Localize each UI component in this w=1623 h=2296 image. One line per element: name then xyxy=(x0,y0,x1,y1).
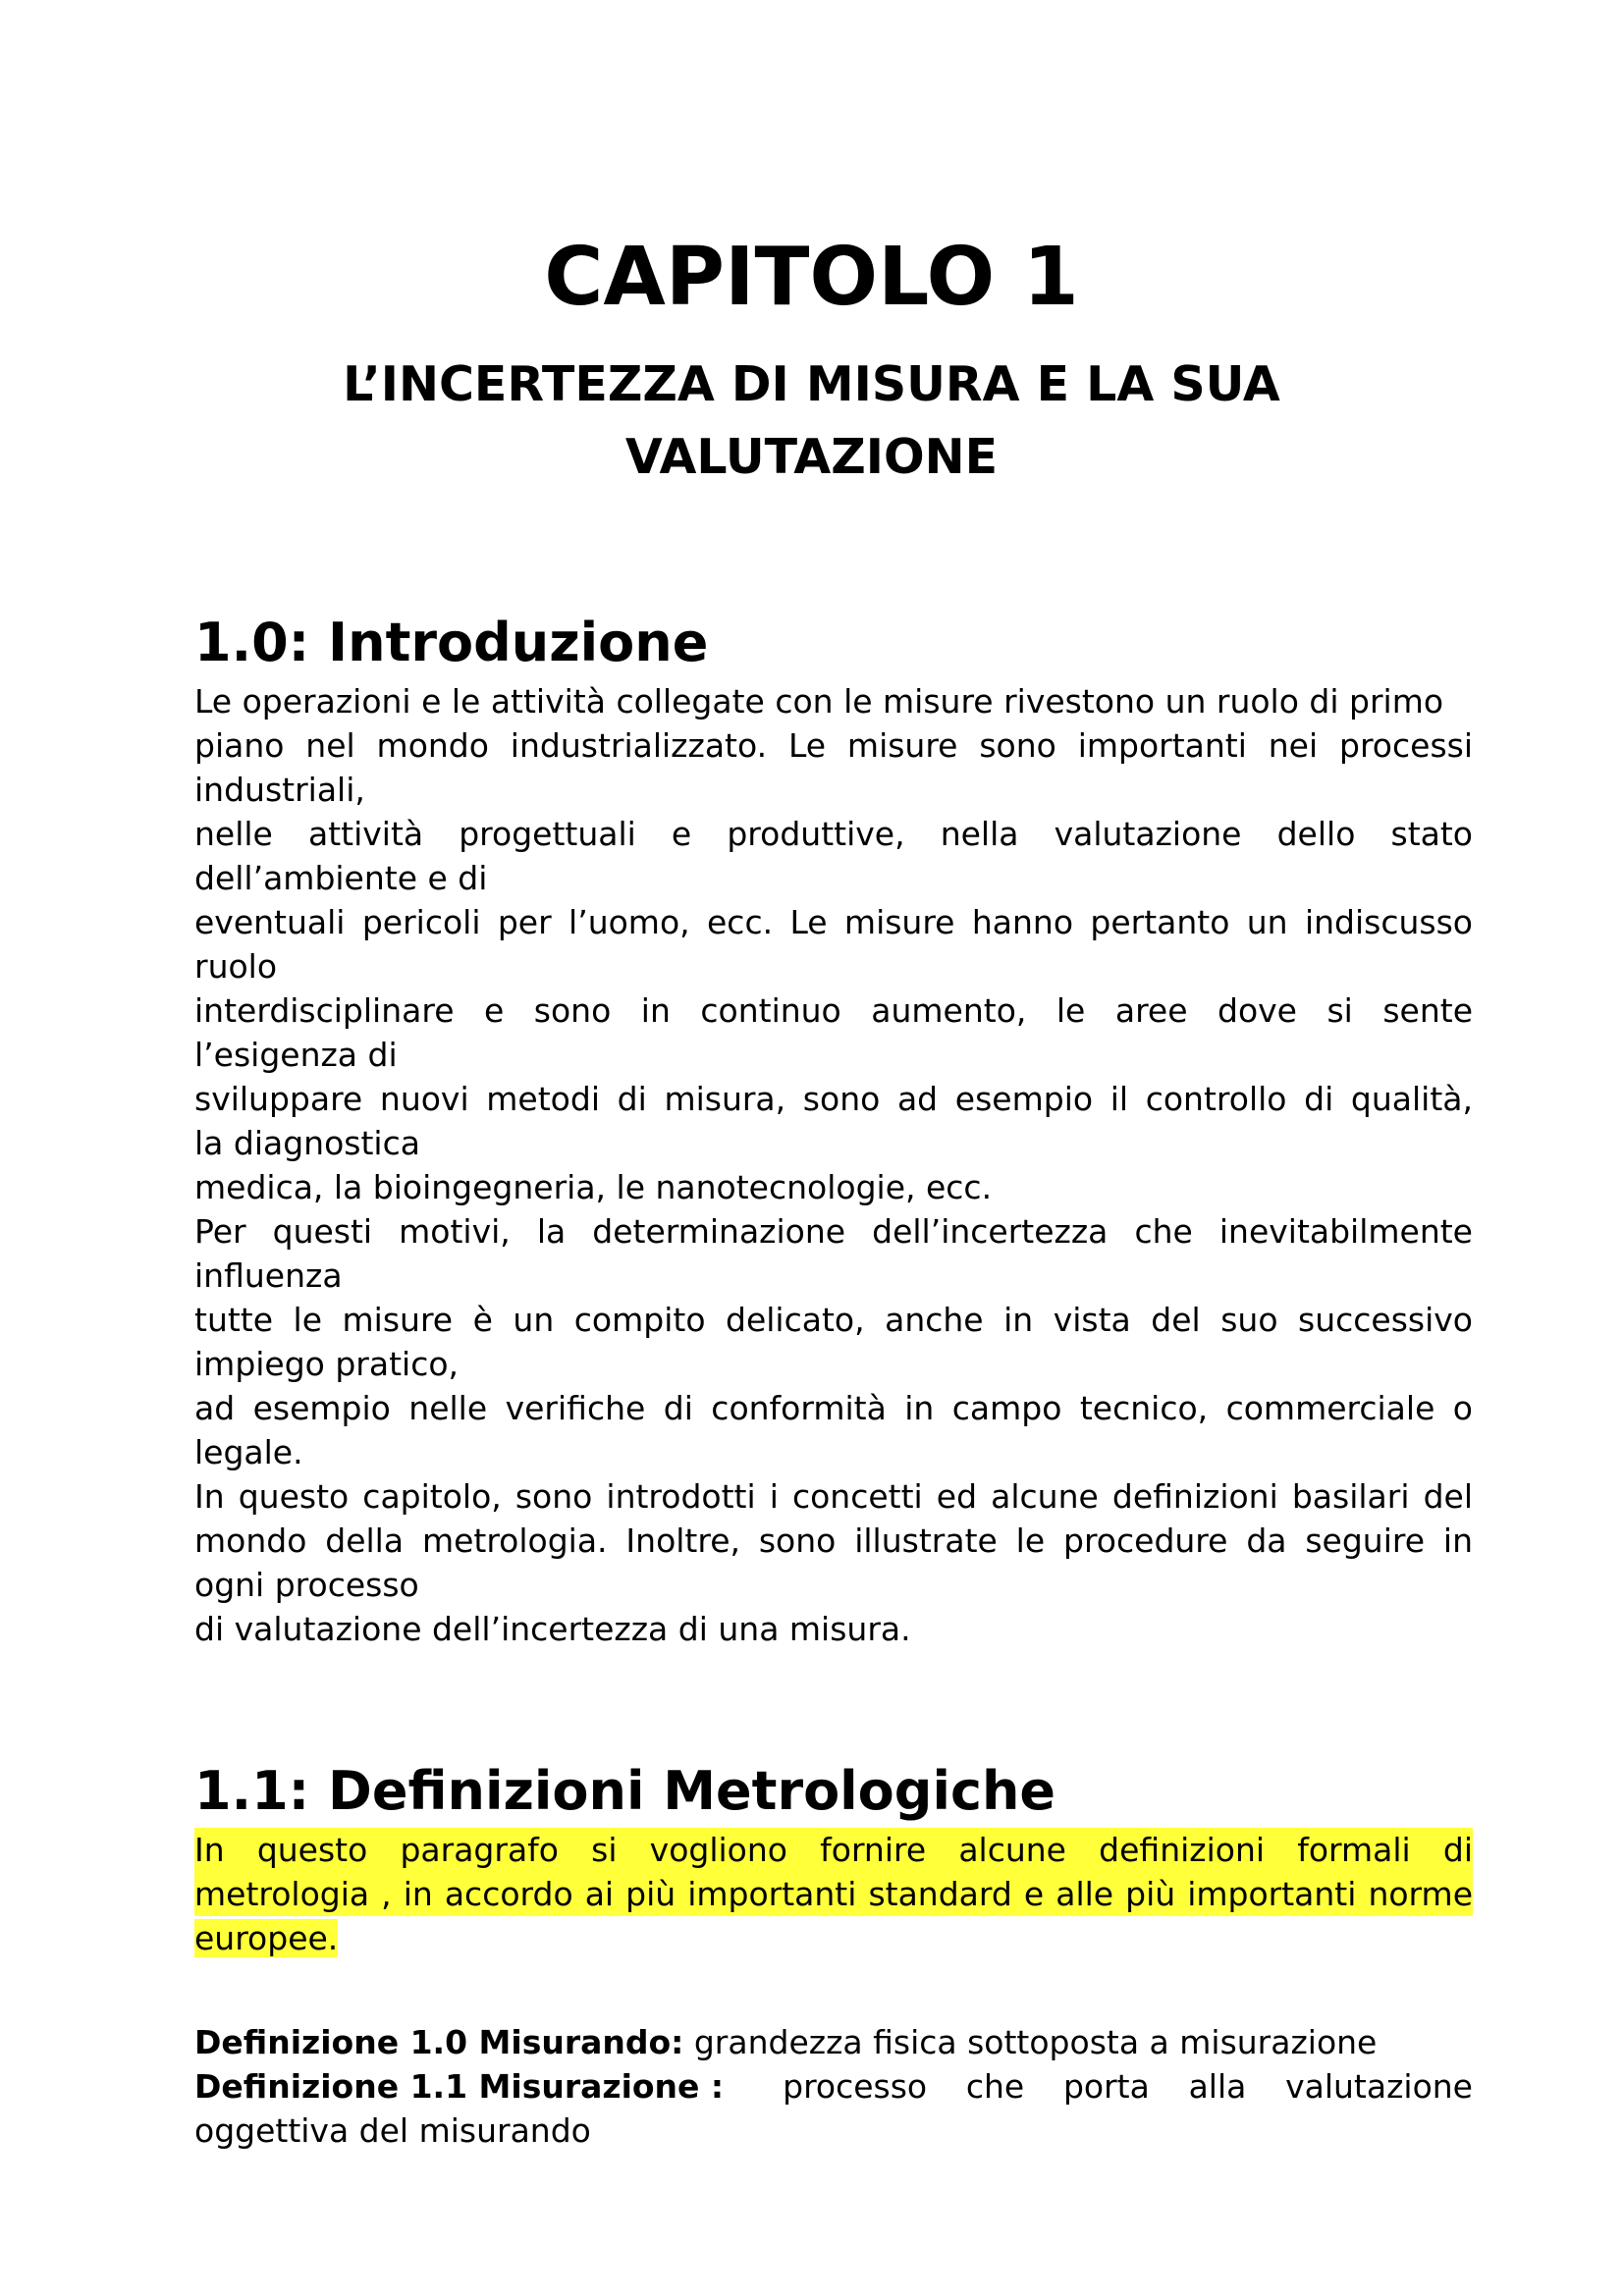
intro-line: nelle attività progettuali e produttive, nella valutazione dello stato xyxy=(194,815,1473,853)
highlighted-line xyxy=(194,1916,1473,1960)
definition-term: Definizione 1.0 Misurando: xyxy=(194,2023,684,2061)
intro-line: legale. xyxy=(194,1433,303,1471)
chapter-subtitle xyxy=(0,348,1623,494)
chapter-subtitle-line-1: L’INCERTEZZA DI MISURA E LA SUA xyxy=(343,356,1280,412)
definition-1-0 xyxy=(194,2020,1473,2064)
intro-line: interdisciplinare e sono in continuo aumento, le aree dove si sente xyxy=(194,991,1473,1030)
definition-text: grandezza fisica sottoposta a misurazione xyxy=(683,2023,1378,2061)
intro-line: In questo capitolo, sono introdotti i concetti ed alcune definizioni basilari del xyxy=(194,1477,1473,1516)
intro-line: piano nel mondo industrializzato. Le misure sono importanti nei processi xyxy=(194,726,1473,765)
intro-line: influenza xyxy=(194,1256,343,1295)
intro-line: sviluppare nuovi metodi di misura, sono ad esempio il controllo di qualità, xyxy=(194,1080,1473,1118)
intro-line: eventuali pericoli per l’uomo, ecc. Le misure hanno pertanto un indiscusso xyxy=(194,903,1473,941)
intro-line: impiego pratico, xyxy=(194,1345,460,1383)
intro-line: la diagnostica xyxy=(194,1124,420,1162)
highlighted-line xyxy=(194,1872,1473,1916)
highlighted-line xyxy=(194,1828,1473,1872)
chapter-title: CAPITOLO 1 xyxy=(544,231,1079,324)
intro-line: ad esempio nelle verifiche di conformità in campo tecnico, commerciale o xyxy=(194,1389,1473,1427)
definition-text: processo che porta alla valutazione xyxy=(783,2067,1473,2106)
highlighted-text: In questo paragrafo si vogliono fornire alcune definizioni formali di xyxy=(194,1828,1473,1872)
intro-line: dell’ambiente e di xyxy=(194,859,488,897)
highlighted-text: metrologia , in accordo ai più importanti standard e alle più importanti norme xyxy=(194,1872,1473,1916)
intro-line: industriali, xyxy=(194,771,365,809)
intro-line: Per questi motivi, la determinazione dell’incertezza che inevitabilmente xyxy=(194,1212,1473,1251)
definition-1-1-continued: oggettiva del misurando xyxy=(194,2111,591,2150)
definitions-heading: 1.1: Definizioni Metrologiche xyxy=(194,1760,1056,1822)
intro-line: mondo della metrologia. Inoltre, sono illustrate le procedure da seguire in xyxy=(194,1522,1473,1560)
intro-heading: 1.0: Introduzione xyxy=(194,612,709,673)
highlighted-text: europee. xyxy=(194,1919,339,1957)
intro-line: ogni processo xyxy=(194,1566,419,1604)
intro-line: Le operazioni e le attività collegate con le misure rivestono un ruolo di primo xyxy=(194,682,1444,721)
definition-term: Definizione 1.1 Misurazione : xyxy=(194,2067,725,2106)
intro-line: tutte le misure è un compito delicato, anche in vista del suo successivo xyxy=(194,1301,1473,1339)
definition-1-1 xyxy=(194,2064,1473,2109)
chapter-subtitle-line-2: VALUTAZIONE xyxy=(624,429,999,485)
intro-line: ruolo xyxy=(194,947,278,986)
intro-line: l’esigenza di xyxy=(194,1036,398,1074)
intro-line: di valutazione dell’incertezza di una misura. xyxy=(194,1610,911,1648)
intro-line: medica, la bioingegneria, le nanotecnologie, ecc. xyxy=(194,1168,993,1206)
